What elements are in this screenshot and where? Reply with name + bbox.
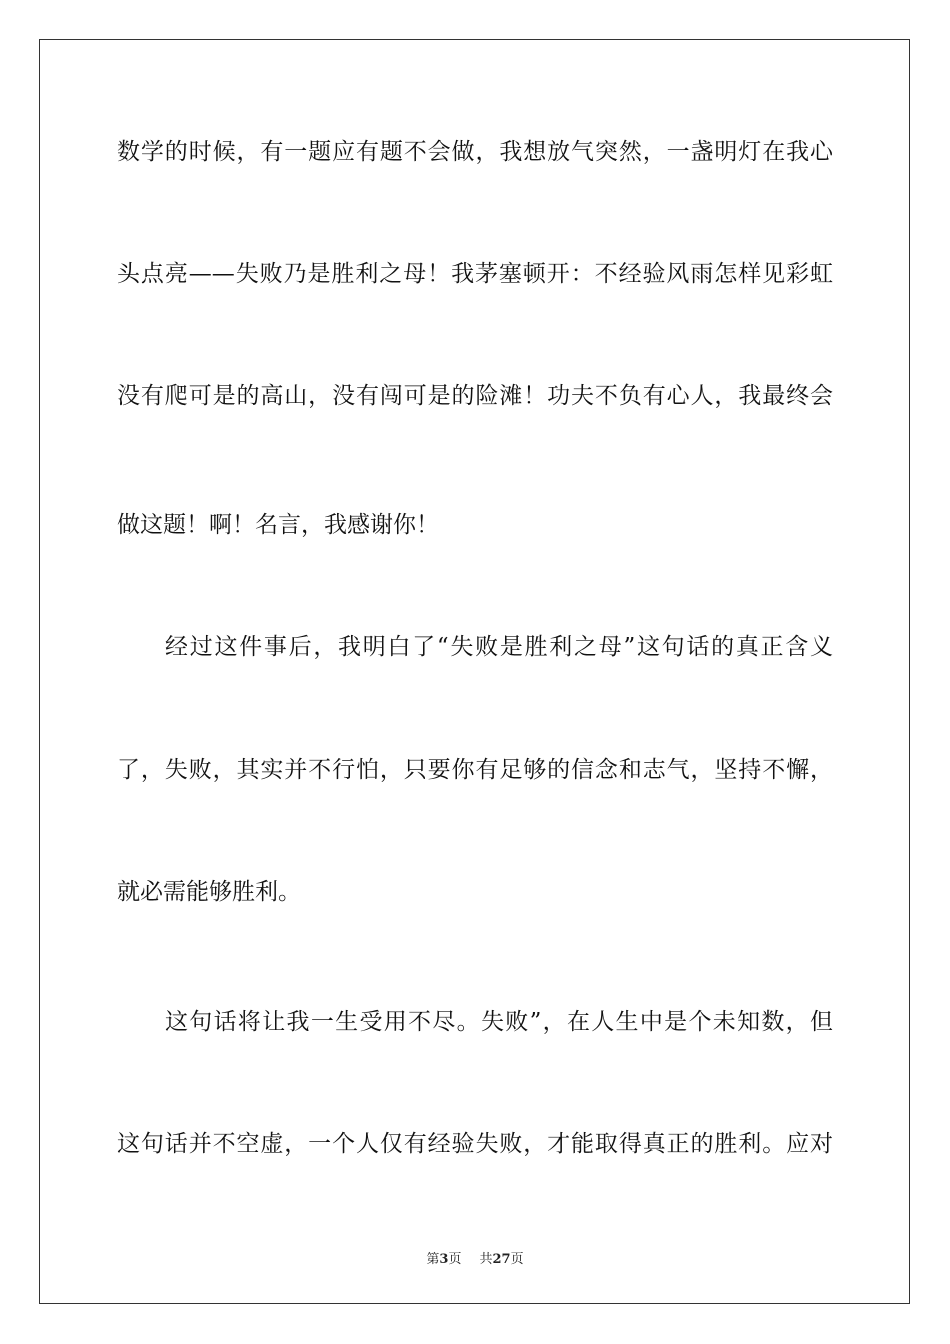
footer-total-suffix: 页 (510, 1252, 524, 1267)
page-border (39, 39, 910, 1304)
text-line-5: 经过这件事后，我明白了“失败是胜利之母”这句话的真正含义 (165, 634, 833, 660)
footer-page-total: 27 (492, 1252, 511, 1267)
footer-page-current: 3 (439, 1252, 449, 1267)
text-line-8: 这句话将让我一生受用不尽。失败”，在人生中是个未知数，但 (165, 1009, 833, 1035)
text-line-9: 这句话并不空虚，一个人仅有经验失败，才能取得真正的胜利。应对 (117, 1131, 833, 1157)
text-line-1: 数学的时候，有一题应有题不会做，我想放气突然，一盏明灯在我心 (117, 139, 833, 165)
text-line-2: 头点亮——失败乃是胜利之母！我茅塞顿开：不经验风雨怎样见彩虹 (117, 261, 833, 287)
footer-total-prefix: 共 (479, 1252, 493, 1267)
footer-page-prefix: 第 (426, 1252, 440, 1267)
text-line-4: 做这题！啊！名言，我感谢你！ (117, 512, 439, 538)
footer-page-mid: 页 (448, 1252, 462, 1267)
text-line-6: 了，失败，其实并不行怕，只要你有足够的信念和志气，坚持不懈， (117, 757, 833, 783)
text-line-3: 没有爬可是的高山，没有闯可是的险滩！功夫不负有心人，我最终会 (117, 383, 833, 409)
text-line-7: 就必需能够胜利。 (117, 879, 301, 905)
page-footer (0, 1248, 950, 1267)
